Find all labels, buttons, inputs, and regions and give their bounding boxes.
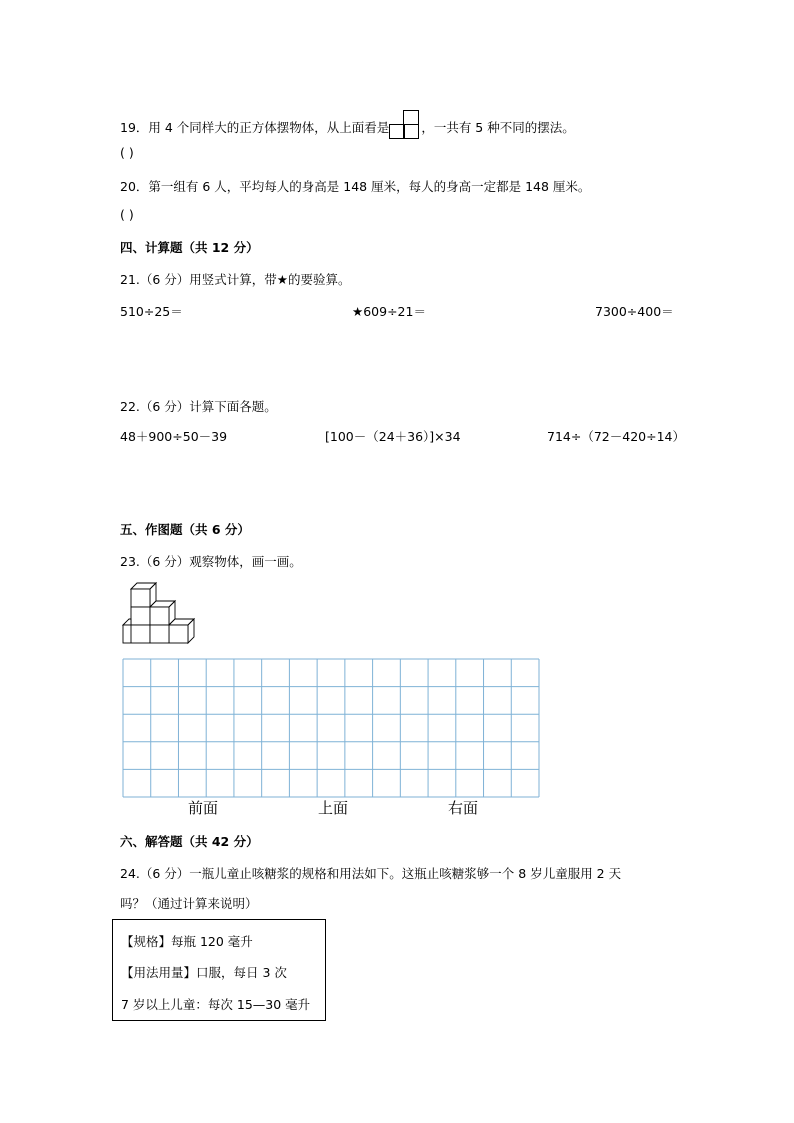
view-label-front: 前面 <box>188 799 219 817</box>
q22-item-3: 714÷（72－420÷14） <box>547 429 685 444</box>
q21-item-3: 7300÷400＝ <box>595 304 674 319</box>
box-line-usage: 【用法用量】口服，每日 3 次 <box>121 965 287 980</box>
drawing-grid[interactable] <box>122 658 540 798</box>
q22-item-2: [100－（24＋36）]×34 <box>325 429 461 444</box>
syrup-info-box <box>112 919 326 1021</box>
q24-title-line-1: 24.（6 分）一瓶儿童止咳糖浆的规格和用法如下。这瓶止咳糖浆够一个 8 岁儿童服用 2 天 <box>120 866 622 881</box>
box-line-dosage: 7 岁以上儿童：每次 15—30 毫升 <box>121 997 311 1012</box>
section-5-title: 五、作图题（共 6 分） <box>120 522 250 537</box>
q21-item-1: 510÷25＝ <box>120 304 183 319</box>
section-4-title: 四、计算题（共 12 分） <box>120 240 259 255</box>
q22-title: 22.（6 分）计算下面各题。 <box>120 399 277 414</box>
q19-answer-blank[interactable]: ( ) <box>120 145 134 160</box>
q21-item-2: ★609÷21＝ <box>352 304 426 319</box>
section-6-title: 六、解答题（共 42 分） <box>120 834 259 849</box>
top-view-shape-icon <box>389 109 421 141</box>
q24-title-line-2: 吗？（通过计算来说明） <box>120 896 258 911</box>
q23-title: 23.（6 分）观察物体，画一画。 <box>120 554 302 569</box>
view-label-top: 上面 <box>318 799 349 817</box>
q20-answer-blank[interactable]: ( ) <box>120 207 134 222</box>
q19-line <box>120 109 575 141</box>
q19-text-before: 19．用 4 个同样大的正方体摆物体，从上面看是 <box>120 120 390 135</box>
cube-stack-figure <box>118 578 198 648</box>
q21-title: 21.（6 分）用竖式计算，带★的要验算。 <box>120 272 351 287</box>
q19-text-after: ，一共有 5 种不同的摆法。 <box>421 120 575 135</box>
view-label-right: 右面 <box>448 799 479 817</box>
q20-text: 20．第一组有 6 人，平均每人的身高是 148 厘米，每人的身高一定都是 148 厘米。 <box>120 179 591 194</box>
q22-item-1: 48＋900÷50－39 <box>120 429 228 444</box>
box-line-spec: 【规格】每瓶 120 毫升 <box>121 934 253 949</box>
